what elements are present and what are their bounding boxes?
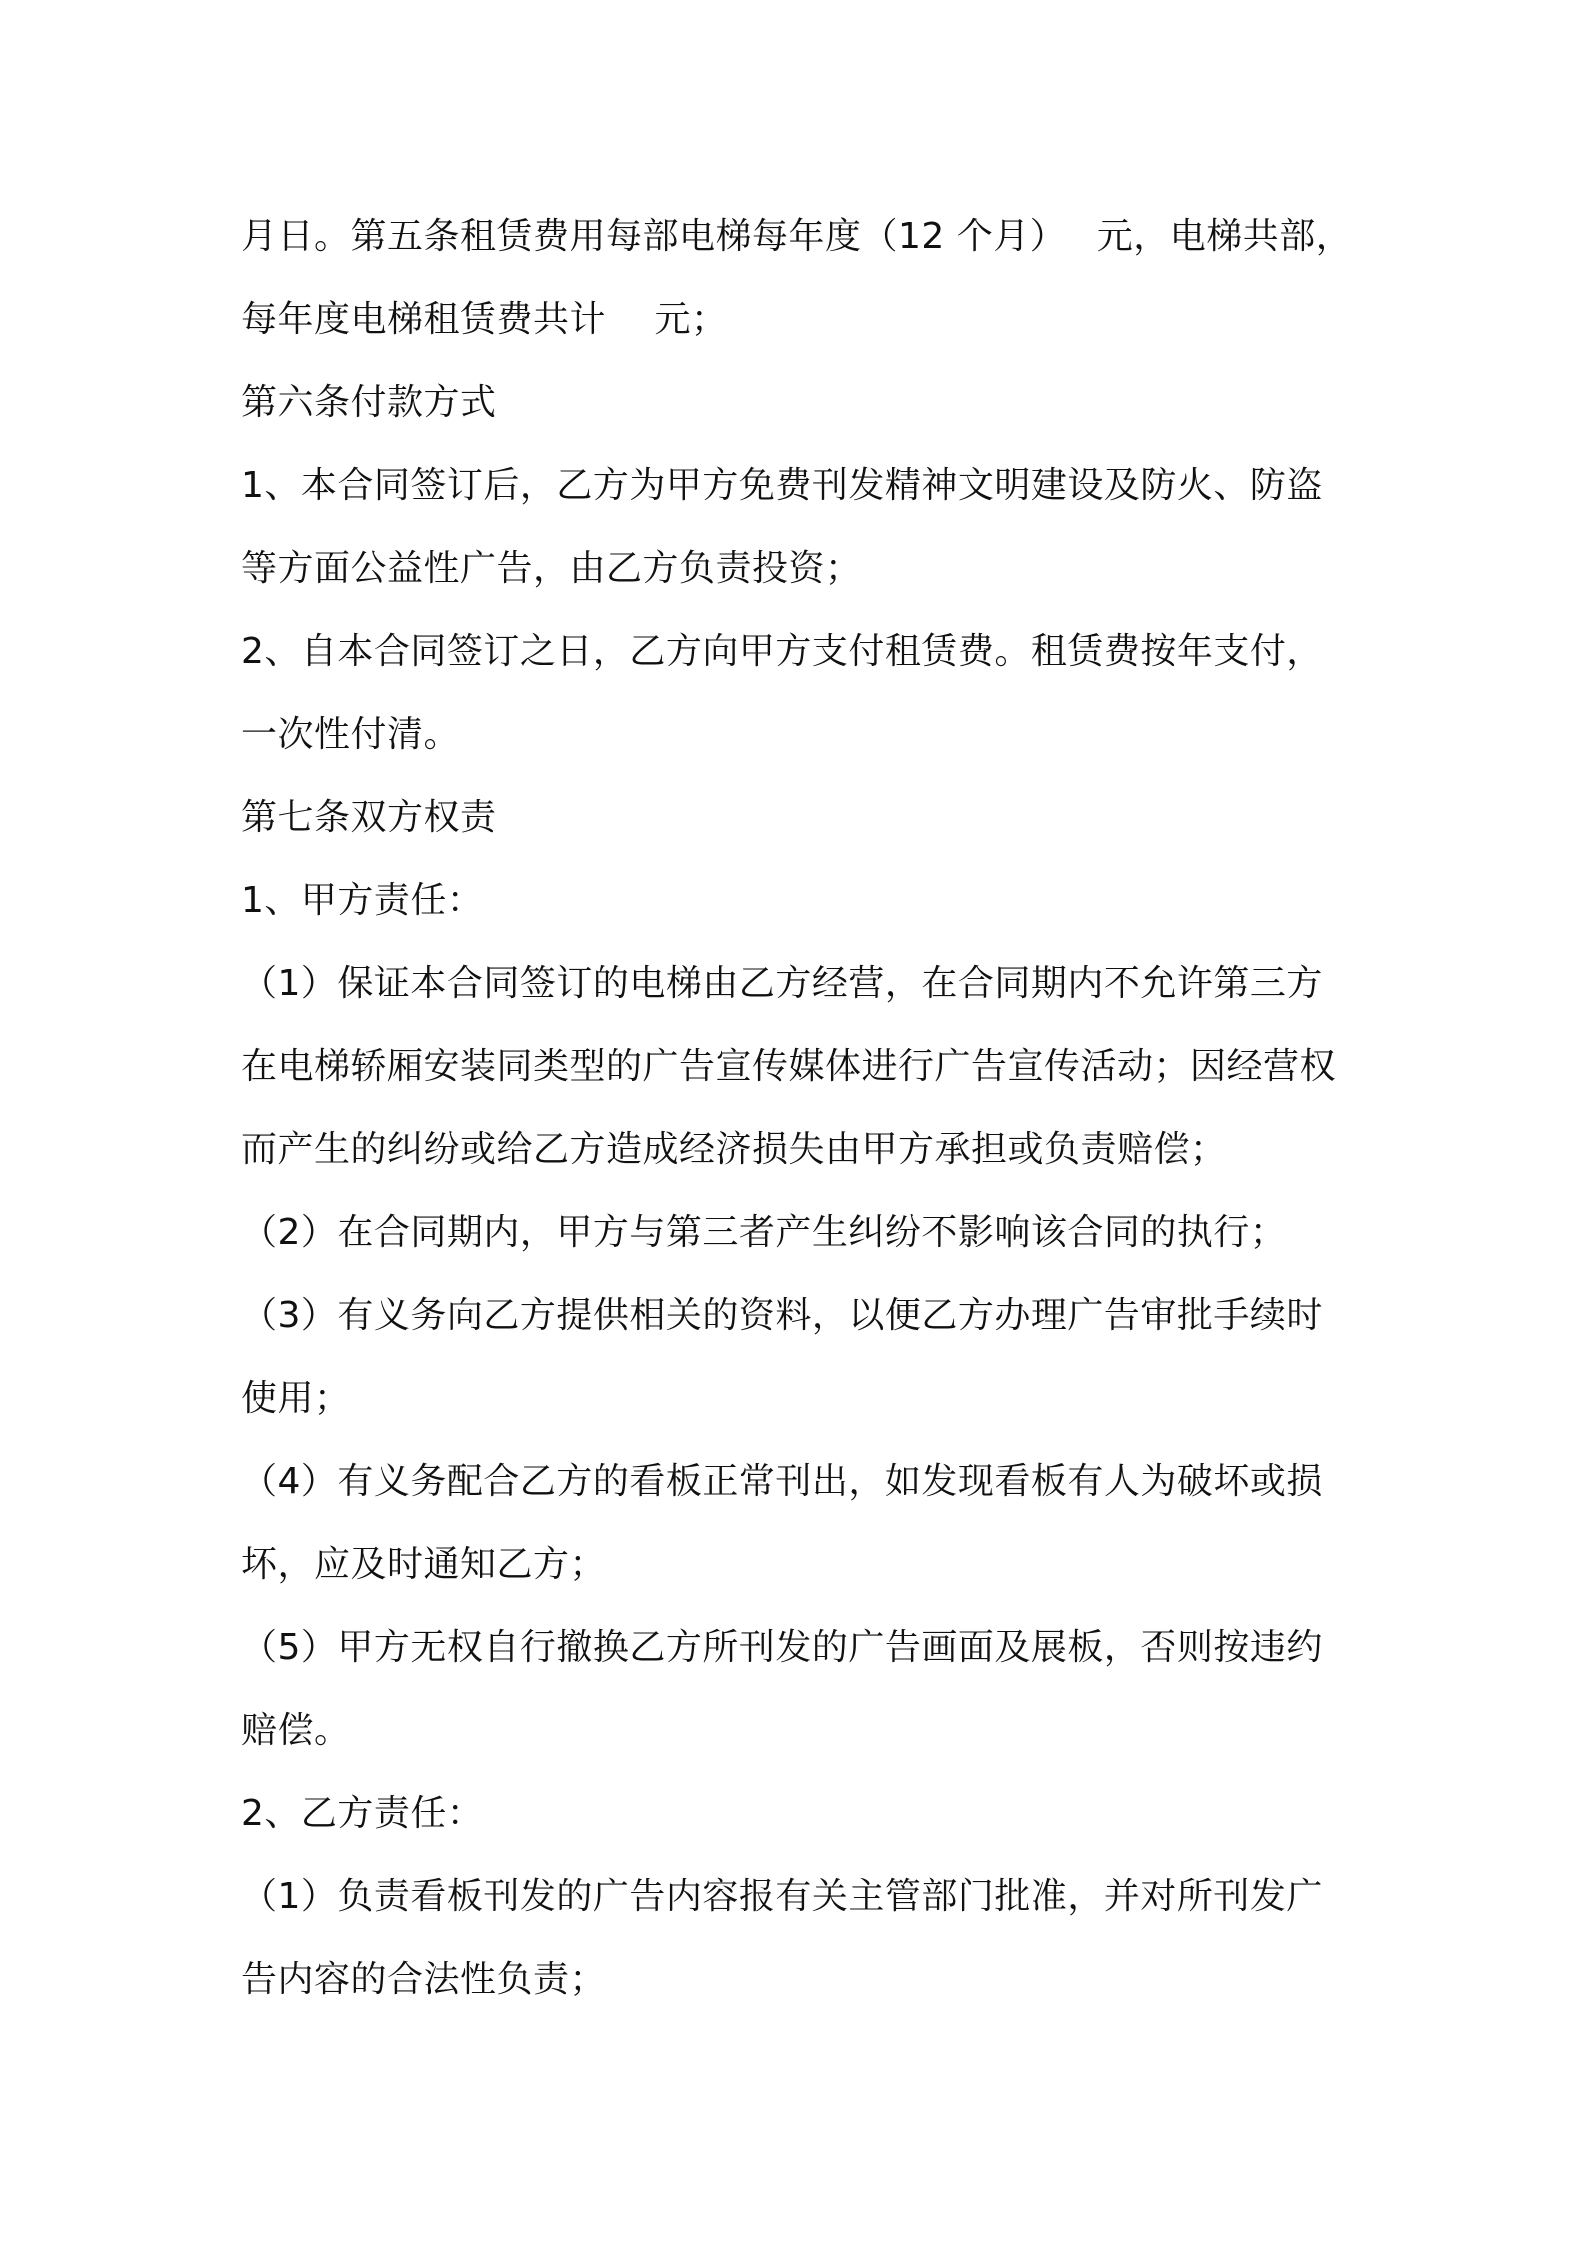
text-line: （4）有义务配合乙方的看板正常刊出，如发现看板有人为破坏或损 [241, 1461, 1323, 1502]
text-line: 一次性付清。 [241, 714, 461, 755]
text-line: 使用； [241, 1378, 351, 1419]
text-line: （2）在合同期内，甲方与第三者产生纠纷不影响该合同的执行； [241, 1212, 1287, 1253]
text-line: 2、自本合同签订之日，乙方向甲方支付租赁费。租赁费按年支付， [241, 631, 1323, 672]
text-line: 每年度电梯租赁费共计 元； [241, 299, 728, 340]
text-line: 赔偿。 [241, 1710, 351, 1751]
text-line: 1、本合同签订后，乙方为甲方免费刊发精神文明建设及防火、防盗 [241, 465, 1323, 506]
text-line: 月日。第五条租赁费用每部电梯每年度（12 个月） 元，电梯共部， [241, 216, 1353, 257]
text-line: 告内容的合法性负责； [241, 1959, 607, 2000]
text-line: 2、乙方责任： [241, 1793, 484, 1834]
text-line: 1、甲方责任： [241, 880, 484, 921]
document-body [241, 195, 1356, 2021]
text-line: 在电梯轿厢安装同类型的广告宣传媒体进行广告宣传活动；因经营权 [241, 1046, 1337, 1087]
text-line: （1）负责看板刊发的广告内容报有关主管部门批准，并对所刊发广 [241, 1876, 1323, 1917]
section-heading: 第六条付款方式 [241, 382, 497, 423]
text-line: 坏，应及时通知乙方； [241, 1544, 607, 1585]
text-line: （5）甲方无权自行撤换乙方所刊发的广告画面及展板，否则按违约 [241, 1627, 1323, 1668]
text-line: 等方面公益性广告，由乙方负责投资； [241, 548, 862, 589]
section-heading: 第七条双方权责 [241, 797, 497, 838]
text-line: （1）保证本合同签订的电梯由乙方经营，在合同期内不允许第三方 [241, 963, 1323, 1004]
text-line: 而产生的纠纷或给乙方造成经济损失由甲方承担或负责赔偿； [241, 1129, 1227, 1170]
text-line: （3）有义务向乙方提供相关的资料，以便乙方办理广告审批手续时 [241, 1295, 1323, 1336]
